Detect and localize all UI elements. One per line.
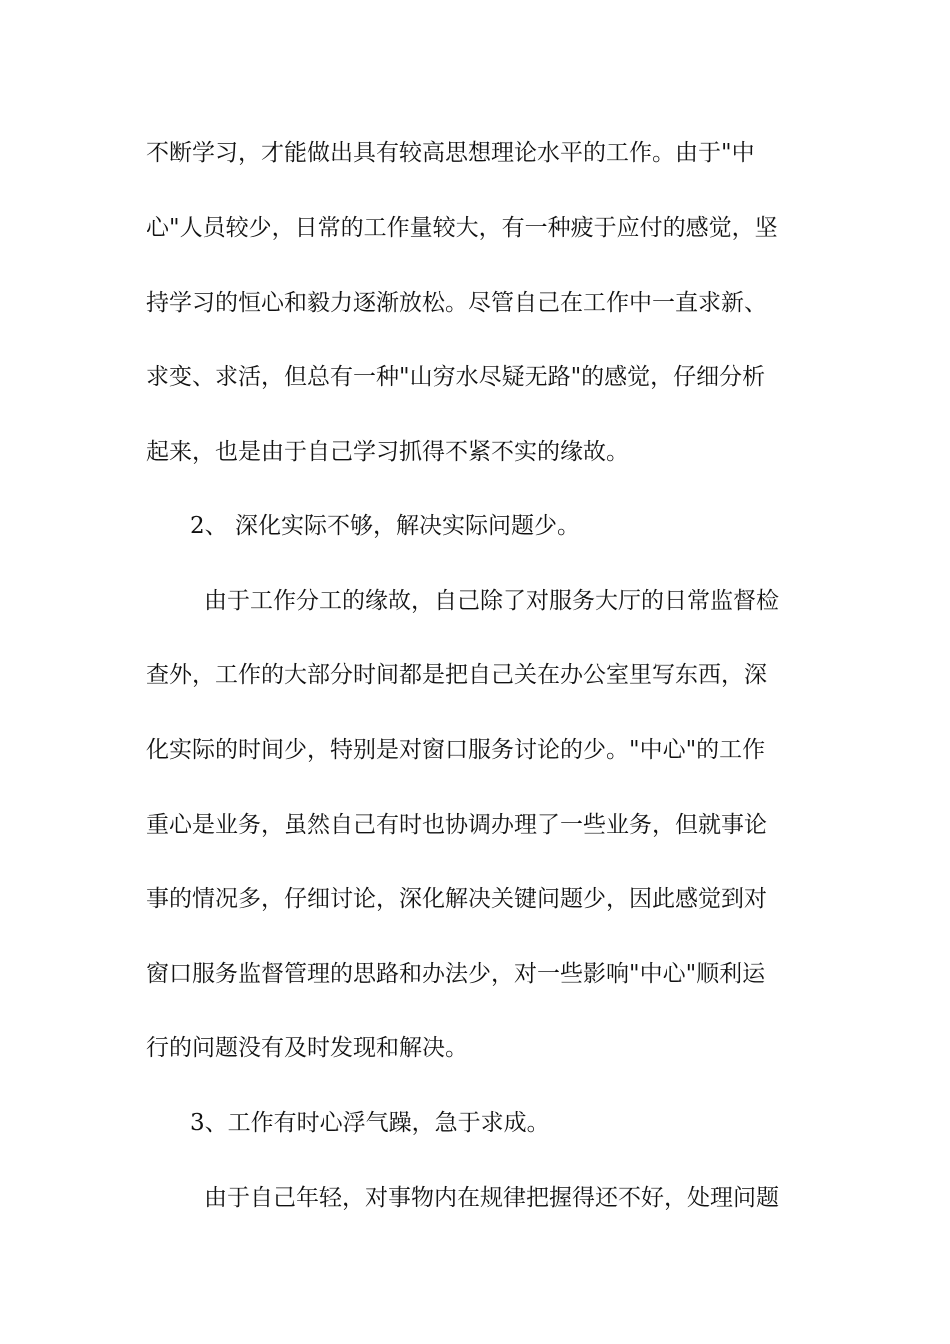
paragraph-line: 重心是业务，虽然自己有时也协调办理了一些业务，但就事论 [146, 812, 767, 838]
paragraph-line: 由于工作分工的缘故，自己除了对服务大厅的日常监督检 [204, 588, 779, 614]
paragraph-line: 起来，也是由于自己学习抓得不紧不实的缘故。 [146, 439, 629, 465]
paragraph-line: 事的情况多，仔细讨论，深化解决关键问题少，因此感觉到对 [146, 886, 767, 912]
paragraph-line: 查外，工作的大部分时间都是把自己关在办公室里写东西，深 [146, 662, 767, 688]
paragraph-line: 由于自己年轻，对事物内在规律把握得还不好，处理问题 [204, 1185, 779, 1211]
paragraph-line: 不断学习，才能做出具有较高思想理论水平的工作。由于"中 [146, 140, 755, 166]
paragraph-line: 窗口服务监督管理的思路和办法少，对一些影响"中心"顺利运 [146, 961, 766, 987]
section-heading: 2、 深化实际不够，解决实际问题少。 [190, 513, 580, 539]
paragraph-line: 化实际的时间少，特别是对窗口服务讨论的少。"中心"的工作 [146, 737, 766, 763]
paragraph-line: 心"人员较少，日常的工作量较大，有一种疲于应付的感觉，坚 [146, 215, 778, 241]
paragraph-line: 求变、求活，但总有一种"山穷水尽疑无路"的感觉，仔细分析 [146, 364, 766, 390]
paragraph-line: 行的问题没有及时发现和解决。 [146, 1035, 468, 1061]
section-heading: 3、工作有时心浮气躁，急于求成。 [190, 1110, 550, 1136]
paragraph-line: 持学习的恒心和毅力逐渐放松。尽管自己在工作中一直求新、 [146, 290, 767, 316]
